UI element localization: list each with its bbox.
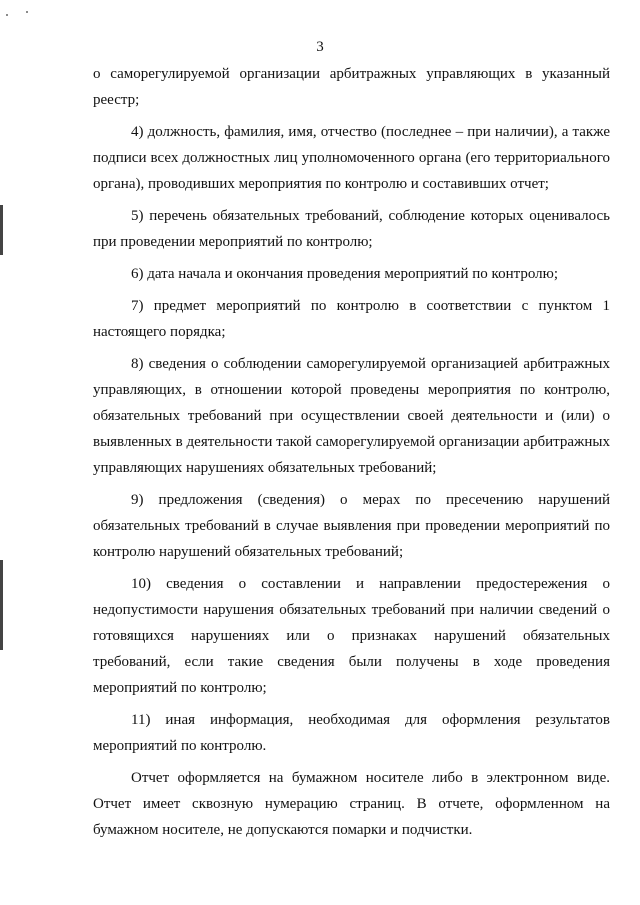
list-item-6: 6) дата начала и окончания проведения мероприятий по контролю; (131, 266, 559, 282)
list-item-8: 8) сведения о соблюдении саморегулируемой организацией арбитражных управляющих, в отношении которой проведены мероприятия по контролю, обязательных требований при осуществлении своей деятельности и (или) о выявленных в деятельности такой саморегулируемой организации арбитражных управляющих нарушениях обязательных требований; (93, 356, 610, 476)
paragraph-continuation: о саморегулируемой организации арбитражных управляющих в указанный реестр; (93, 66, 610, 108)
report-format-paragraph: Отчет оформляется на бумажном носителе либо в электронном виде. Отчет имеет сквозную нумерацию страниц. В отчете, оформленном на бумажном носителе, не допускаются помарки и подчистки. (93, 770, 610, 838)
list-item-4: 4) должность, фамилия, имя, отчество (последнее – при наличии), а также подписи всех должностных лиц уполномоченного органа (его территориального органа), проводивших мероприятия по контролю и составивших отчет; (93, 124, 610, 192)
document-body (93, 61, 610, 849)
list-item-10: 10) сведения о составлении и направлении предостережения о недопустимости нарушения обязательных требований при наличии сведений о готовящихся нарушениях или о признаках нарушений обязательных требований, если такие сведения были получены в ходе проведения мероприятий по контролю; (93, 576, 610, 696)
scan-speck (6, 14, 8, 16)
list-item-9: 9) предложения (сведения) о мерах по пресечению нарушений обязательных требований в случае выявления при проведении мероприятий по контролю нарушений обязательных требований; (93, 492, 610, 560)
list-item-5: 5) перечень обязательных требований, соблюдение которых оценивалось при проведении мероприятий по контролю; (93, 208, 610, 250)
page-number: 3 (316, 39, 324, 55)
list-item-11: 11) иная информация, необходимая для оформления результатов мероприятий по контролю. (93, 712, 610, 754)
list-item-7: 7) предмет мероприятий по контролю в соответствии с пунктом 1 настоящего порядка; (93, 298, 610, 340)
scan-speck (26, 11, 28, 13)
scan-edge-mark (0, 560, 3, 650)
scan-edge-mark (0, 205, 3, 255)
